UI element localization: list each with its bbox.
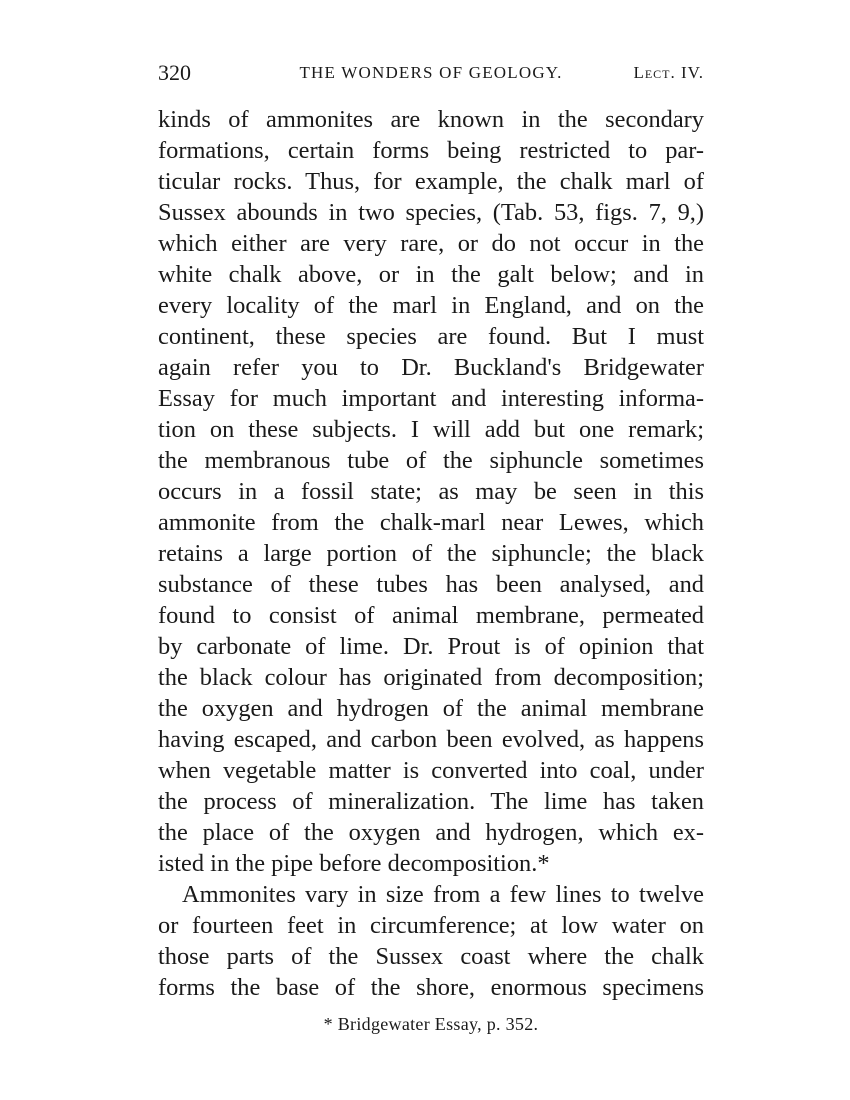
text-line: the membranous tube of the siphuncle sometimes <box>158 447 704 474</box>
text-line: tion on these subjects. I will add but one remark; <box>158 416 704 443</box>
text-line: by carbonate of lime. Dr. Prout is of opinion that <box>158 633 704 660</box>
text-line: the black colour has originated from decomposition; <box>158 664 704 691</box>
text-line: occurs in a fossil state; as may be seen in this <box>158 478 704 505</box>
text-line: white chalk above, or in the galt below; and in <box>158 261 704 288</box>
text-line: when vegetable matter is converted into coal, under <box>158 757 704 784</box>
text-line: again refer you to Dr. Buckland's Bridgewater <box>158 354 704 381</box>
text-line: Sussex abounds in two species, (Tab. 53, figs. 7, 9,) <box>158 199 704 226</box>
text-line: ammonite from the chalk-marl near Lewes, which <box>158 509 704 536</box>
text-line: Essay for much important and interesting informa- <box>158 385 704 412</box>
text-line: Ammonites vary in size from a few lines to twelve <box>182 881 704 908</box>
text-line: isted in the pipe before decomposition.* <box>158 850 550 877</box>
body-text <box>158 104 704 1003</box>
text-line: or fourteen feet in circumference; at low water on <box>158 912 704 939</box>
text-line: formations, certain forms being restricted to par- <box>158 137 704 164</box>
footnote: * Bridgewater Essay, p. 352. <box>323 1014 539 1034</box>
text-line: the place of the oxygen and hydrogen, which ex- <box>158 819 704 846</box>
text-line: substance of these tubes has been analysed, and <box>158 571 704 598</box>
page-number: 320 <box>158 60 191 85</box>
text-line: having escaped, and carbon been evolved, as happens <box>158 726 704 753</box>
text-line: the process of mineralization. The lime has taken <box>158 788 704 815</box>
text-line: which either are very rare, or do not occur in the <box>158 230 704 257</box>
text-line: kinds of ammonites are known in the secondary <box>158 106 704 133</box>
running-title: THE WONDERS OF GEOLOGY. <box>299 63 563 82</box>
text-line: every locality of the marl in England, and on the <box>158 292 704 319</box>
text-line: retains a large portion of the siphuncle; the black <box>158 540 704 567</box>
text-line: found to consist of animal membrane, permeated <box>158 602 704 629</box>
lecture-label: Lect. IV. <box>633 63 704 82</box>
running-header <box>158 60 704 88</box>
text-line: ticular rocks. Thus, for example, the chalk marl of <box>158 168 704 195</box>
text-line: continent, these species are found. But I must <box>158 323 704 350</box>
text-line: forms the base of the shore, enormous specimens <box>158 974 704 1001</box>
text-line: those parts of the Sussex coast where the chalk <box>158 943 704 970</box>
text-line: the oxygen and hydrogen of the animal membrane <box>158 695 704 722</box>
